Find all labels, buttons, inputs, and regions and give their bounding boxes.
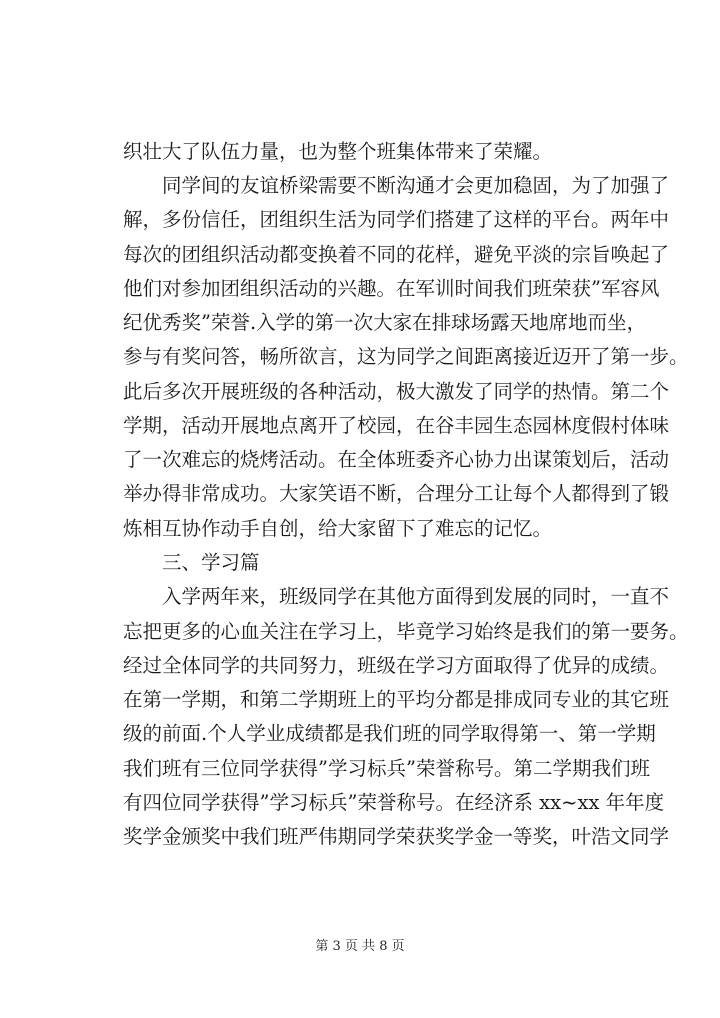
section-heading: 三、学习篇: [162, 551, 260, 574]
text-line: 入学两年来，班级同学在其他方面得到发展的同时，一直不: [162, 585, 670, 608]
text-line: 每次的团组织活动都变换着不同的花样，避免平淡的宗旨唤起了: [123, 243, 670, 266]
text-line: 炼相互协作动手自创，给大家留下了难忘的记忆。: [123, 517, 553, 540]
text-line: 学期，活动开展地点离开了校园，在谷丰园生态园林度假村体味: [123, 414, 670, 437]
text-line: 解，多份信任，团组织生活为同学们搭建了这样的平台。两年中: [123, 208, 670, 231]
text-line: 了一次难忘的烧烤活动。在全体班委齐心协力出谋策划后，活动: [123, 448, 670, 471]
text-line: 他们对参加团组织活动的兴趣。在军训时间我们班荣获”军容风: [123, 277, 660, 300]
text-line: 纪优秀奖”荣誉.入学的第一次大家在排球场露天地席地而坐，: [123, 311, 647, 334]
page-footer: 第 3 页 共 8 页: [315, 939, 405, 954]
text-line: 我们班有三位同学获得”学习标兵”荣誉称号。第二学期我们班: [123, 757, 650, 780]
text-line: 同学间的友谊桥梁需要不断沟通才会更加稳固，为了加强了: [162, 174, 670, 197]
text-line: 参与有奖问答，畅所欲言，这为同学之间距离接近迈开了第一步。: [123, 345, 689, 368]
text-line: 奖学金颁奖中我们班严伟期同学荣获奖学金一等奖，叶浩文同学: [123, 825, 670, 848]
text-line: 织壮大了队伍力量，也为整个班集体带来了荣耀。: [123, 140, 553, 163]
text-line: 此后多次开展班级的各种活动，极大激发了同学的热情。第二个: [123, 380, 670, 403]
text-line: 级的前面.个人学业成绩都是我们班的同学取得第一、第一学期: [123, 722, 656, 745]
text-line: 举办得非常成功。大家笑语不断，合理分工让每个人都得到了锻: [123, 482, 670, 505]
text-line: 忘把更多的心血关注在学习上，毕竟学习始终是我们的第一要务。: [123, 620, 689, 643]
text-line: 经过全体同学的共同努力，班级在学习方面取得了优异的成绩。: [123, 654, 670, 677]
text-line: 在第一学期，和第二学期班上的平均分都是排成同专业的其它班: [123, 688, 670, 711]
text-line: 有四位同学获得”学习标兵”荣誉称号。在经济系 xx~xx 年年度: [123, 791, 665, 814]
